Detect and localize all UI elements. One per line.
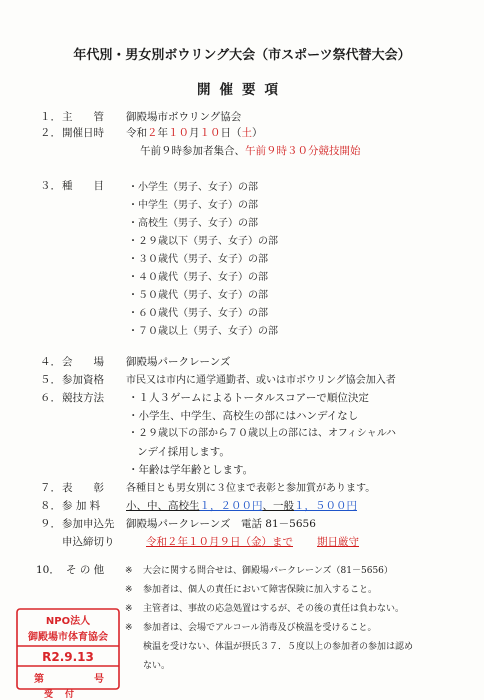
fee-general-price: １，５００円 xyxy=(294,500,357,512)
item-label: 参加申込先 xyxy=(62,518,115,530)
stamp-org-name: 御殿場市体育協会 xyxy=(28,632,108,643)
method-line: ・小学生、中学生、高校生の部にはハンデイなし xyxy=(128,410,359,422)
method-line: ・２９歳以下の部から７０歳以上の部には、オフィシャルハ xyxy=(128,428,396,439)
item-number: ５． xyxy=(40,374,61,386)
fee-student-price: １，２００円 xyxy=(199,500,263,512)
date-day: １０ xyxy=(199,127,221,139)
category-item: ・４０歳代（男子、女子）の部 xyxy=(128,272,268,283)
item-apply xyxy=(40,517,316,531)
stamp-number-suffix: 号 xyxy=(94,674,104,685)
date-month-suffix: 月 xyxy=(189,127,200,139)
category-item: ・小学生（男子、女子）の部 xyxy=(128,182,258,193)
item-label: 表 彰 xyxy=(62,482,104,494)
category-item: ・６０歳代（男子、女子）の部 xyxy=(128,308,268,319)
deadline-strict: 期日厳守 xyxy=(317,536,359,548)
note-item: 検温を受けない、体温が摂氏３７．５度以上の参加者の参加は認め xyxy=(143,642,414,652)
item-label: 競技方法 xyxy=(62,392,104,404)
date-weekday: 土 xyxy=(241,127,252,139)
date-day-suffix: 日（ xyxy=(220,127,242,139)
item-eligibility xyxy=(40,373,396,388)
item-label: 参 加 料 xyxy=(62,500,101,512)
fee-general-label: 、一般 xyxy=(262,500,294,512)
note-item: ※ 大会に関する問合せは、御殿場パークレーンズ（81－5656） xyxy=(125,566,393,576)
item-venue xyxy=(40,355,230,369)
category-item: ・高校生（男子、女子）の部 xyxy=(128,218,258,229)
category-item: ・中学生（男子、女子）の部 xyxy=(128,200,258,211)
deadline-date: 令和２年１０月９日（金）まで xyxy=(146,536,293,548)
item-categories xyxy=(40,179,126,193)
item-number: ４． xyxy=(40,356,61,368)
document-title: 年代別・男女別ボウリング大会（市スポーツ祭代替大会） xyxy=(73,48,411,63)
category-item: ・５０歳代（男子、女子）の部 xyxy=(128,290,268,301)
item-label: 会 場 xyxy=(62,356,104,368)
date-time-line xyxy=(140,144,361,158)
deadline-label: 申込締切り xyxy=(62,536,115,548)
item-organizer xyxy=(40,110,241,124)
assembly-time: 午前９時参加者集合、 xyxy=(140,145,245,157)
reception-stamp xyxy=(14,606,122,692)
item-label: そ の 他 xyxy=(66,564,105,576)
category-item: ・７０歳以上（男子、女子）の部 xyxy=(128,326,278,337)
date-prefix: 令和 xyxy=(126,127,147,139)
note-item: ない。 xyxy=(143,661,171,671)
item-value: 御殿場パークレーンズ 電話 81－5656 xyxy=(126,518,316,530)
item-number: ９． xyxy=(40,518,61,530)
method-line: ・１人３ゲームによるトータルスコアーで順位決定 xyxy=(128,392,369,404)
item-label: 開催日時 xyxy=(62,127,104,139)
item-awards xyxy=(40,481,375,496)
item-date xyxy=(40,126,263,140)
item-value: 御殿場市ボウリング協会 xyxy=(126,111,242,123)
note-item: ※ 参加者は、会場でアルコール消毒及び検温を受けること。 xyxy=(125,623,377,633)
date-close: ） xyxy=(252,127,263,139)
item-label: 参加資格 xyxy=(62,374,104,386)
category-item: ・３０歳代（男子、女子）の部 xyxy=(128,254,268,265)
item-fee xyxy=(40,499,357,513)
item-number: ２． xyxy=(40,127,61,139)
item-number: 10． xyxy=(36,564,60,576)
stamp-number-prefix: 第 xyxy=(34,674,44,685)
date-month: １０ xyxy=(168,127,189,139)
document-subtitle: 開催要項 xyxy=(197,82,287,98)
item-label: 種 目 xyxy=(62,180,104,192)
stamp-received: 受付 xyxy=(44,690,87,700)
start-time: 午前９時３０分競技開始 xyxy=(245,145,361,157)
date-year-suffix: 年 xyxy=(157,127,168,139)
item-method xyxy=(40,391,126,405)
item-number: １． xyxy=(40,111,61,123)
item-number: ７． xyxy=(40,482,61,494)
item-other xyxy=(36,563,116,577)
stamp-org-type: NPO法人 xyxy=(45,616,91,627)
method-line: ・年齢は学年齢とします。 xyxy=(128,464,254,476)
method-line: ンデイ採用します。 xyxy=(137,446,230,458)
item-value: 市民又は市内に通学通勤者、或いは市ボウリング協会加入者 xyxy=(126,375,396,386)
item-value: 各種目とも男女別に３位まで表彰と参加賞があります。 xyxy=(126,483,376,494)
fee-student-label: 小、中、高校生 xyxy=(126,500,200,512)
date-year: ２ xyxy=(147,127,158,139)
item-number: ６． xyxy=(40,392,61,404)
note-item: ※ 参加者は、個人の責任において障害保険に加入すること。 xyxy=(125,585,378,595)
category-item: ・２９歳以下（男子、女子）の部 xyxy=(128,236,278,247)
stamp-date: R2.9.13 xyxy=(42,650,94,664)
deadline-row xyxy=(62,535,359,549)
item-number: ８． xyxy=(40,500,61,512)
item-number: ３． xyxy=(40,180,61,192)
item-label: 主 管 xyxy=(62,111,104,123)
item-value: 御殿場パークレーンズ xyxy=(126,356,231,368)
note-item: ※ 主管者は、事故の応急処置はするが、その後の責任は負わない。 xyxy=(125,604,405,614)
